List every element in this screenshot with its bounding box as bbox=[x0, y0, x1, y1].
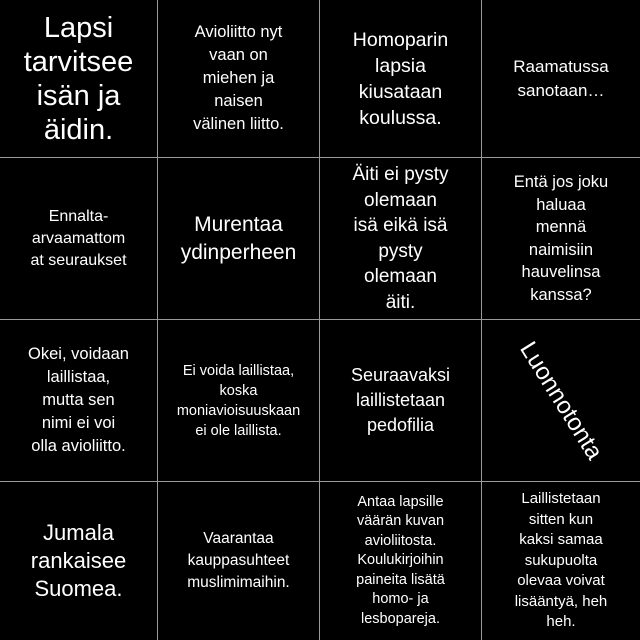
bingo-cell-r3c2: Ei voida laillistaa, koska moniavioisuuskaan ei ole laillista. bbox=[176, 362, 301, 439]
bingo-cell-r1c3: Homoparin lapsia kiusataan koulussa. bbox=[352, 28, 449, 129]
bingo-cell-r4c4: Laillistetaan sitten kun kaksi samaa sukupuolta olevaa voivat lisääntyä, heh heh. bbox=[514, 490, 608, 631]
bingo-cell-r2c2: Murentaa ydinperheen bbox=[180, 212, 297, 264]
bingo-cell-r3c1: Okei, voidaan laillistaa, mutta sen nimi ei voi olla avioliitto. bbox=[28, 345, 129, 455]
bingo-cell-r4c2: Vaarantaa kauppasuhteet muslimimaihin. bbox=[187, 530, 290, 591]
bingo-cell-r3c3: Seuraavaksi laillistetaan pedofilia bbox=[350, 365, 451, 435]
bingo-cell-r1c2: Avioliitto nyt vaan on miehen ja naisen välinen liitto. bbox=[193, 23, 284, 133]
bingo-cell-r2c4: Entä jos joku haluaa mennä naimisiin hauvelinsa kanssa? bbox=[513, 173, 609, 304]
bingo-cell-r1c4: Raamatussa sanotaan… bbox=[513, 56, 609, 100]
bingo-cell-r3c4 bbox=[482, 320, 640, 481]
bingo-cell-r2c3: Äiti ei pysty olemaan isä eikä isä pysty olemaan äiti. bbox=[352, 164, 449, 313]
bingo-cell-r1c1: Lapsi tarvitsee isän ja äidin. bbox=[23, 11, 134, 146]
bingo-cell-r4c3: Antaa lapsille väärän kuvan avioliitosta. Koulukirjoihin paineita lisätä homo- ja lesbopareja. bbox=[356, 493, 445, 627]
bingo-cell-r4c1: Jumala rankaisee Suomea. bbox=[30, 520, 127, 601]
rotated-cell-text: Luonnotonta bbox=[514, 336, 609, 464]
bingo-cell-r2c1: Ennalta- arvaamattom at seuraukset bbox=[30, 207, 127, 269]
